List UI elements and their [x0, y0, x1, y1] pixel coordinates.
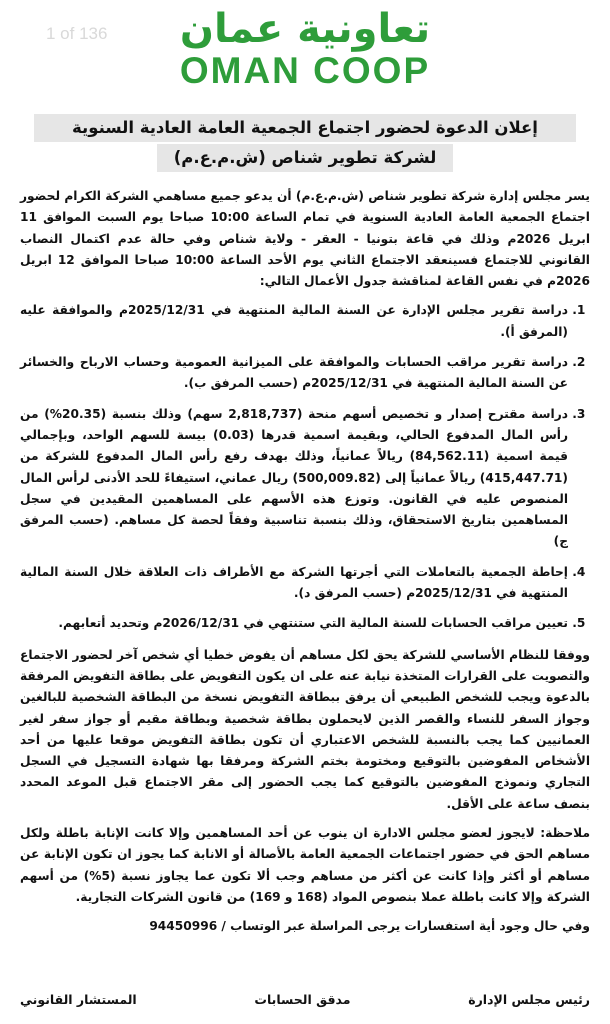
agenda-item: 2. دراسة تقرير مراقب الحسابات والموافقة على الميزانية العمومية وحساب الارباح والخسائر عن السنة المالية المنتهية في 2025/12/31م (حسب المرفق ب).	[20, 352, 568, 395]
announcement-body	[20, 186, 590, 946]
note-paragraph: ملاحظة: لايجوز لعضو مجلس الادارة ان ينوب عن أحد المساهمين وإلا كانت الإنابة باطلة ولكل مساهم الحق في حضور اجتماعات الجمعية العامة بالأصالة أو الانابة كما يجوز ان تكون الإنابة عن مساهم أو أكثر وإذا كانت عن أكثر من مساهم وجب ألا تكون عما يجاوز نسبة (5%) من أسهم الشركة وإلا كانت باطلة عملا بنصوص المواد (168 و 169) من قانون الشركات التجارية.	[20, 826, 591, 904]
agenda-item: 3. دراسة مقترح إصدار و تخصيص أسهم منحة (2,818,737 سهم) وذلك بنسبة (20.35%) من رأس المال المدفوع الحالي، وبقيمة اسمية قدرها (0.03) بيسة للسهم الواحد، وبإجمالي قيمة اسمية (84,562.11) ريالاً عمانياً، وذلك بهدف رفع رأس المال المدفوع للشركة من (415,447.71) ريالاً عمانياً إلى (500,009.82) ريال عماني، استيفاءً للحد الأدنى لرأس المال المنصوص عليه في القانون. وتوزع هذه الأسهم على المساهمين المقيدين في سجل المساهمين بتاريخ الاستحقاق، وذلك بنسبة تناسبية وفقاً لحصة كل مساهم. (حسب المرفق ج)	[20, 404, 568, 553]
oman-coop-logo	[0, 6, 610, 90]
agenda-list	[20, 300, 590, 634]
agenda-item: 4. إحاطة الجمعية بالتعاملات التي أجرتها الشركة مع الأطراف ذات العلاقة خلال السنة المالية المنتهية في 2025/12/31م (حسب المرفق د).	[20, 562, 568, 605]
signature-legal-advisor: المستشار القانوني	[20, 992, 137, 1007]
logo-english-label: OMAN COOP	[179, 50, 431, 91]
logo-arabic-text: تعاونية عمان	[179, 6, 431, 52]
signature-chairman: رئيس مجلس الإدارة	[468, 992, 590, 1007]
proxy-paragraph: ووفقا للنظام الأساسي للشركة يحق لكل مساهم أن يفوض خطيا أي شخص آخر لحضور الاجتماع والتصويت على القرارات المتخذة نيابة عنه على ان يكون التفويض على بطاقة التفويض المرفقة بالدعوة ويجب للشخص الطبيعي أن يرفق ببطاقة التفويض نسخة من البطاقة الشخصية للبالغين وجواز السفر للنساء والقصر الذين لايحملون بطاقة شخصية وبطاقة مقيم أو جواز سفر لغير العمانيين كما يجب بالنسبة للشخص الاعتباري أن تكون بطاقة التفويض موقعا عليها من أحد الأشخاص المفوضين بالتوقيع ومختومة بختم الشركة ومرفقا بها شهادة التسجيل في السجل التجاري ونموذج المفوضين بالتوقيع كما يجب الحضور إلى مقر الاجتماع قبل الموعد المحدد بنصف ساعة على الأقل.	[20, 647, 590, 811]
agenda-item: 5. تعيين مراقب الحسابات للسنة المالية التي ستنتهي في 2026/12/31م وتحديد أتعابهم.	[20, 613, 568, 634]
logo-english-text	[0, 52, 610, 90]
page-counter: 1 of 136	[46, 24, 108, 43]
agenda-item: 1. دراسة تقرير مجلس الإدارة عن السنة المالية المنتهية في 2025/12/31م والموافقة عليه (المرفق أ).	[20, 300, 568, 343]
signature-auditor: مدقق الحسابات	[254, 992, 351, 1007]
intro-paragraph: يسر مجلس إدارة شركة تطوير شناص (ش.م.ع.م) أن يدعو جميع مساهمي الشركة الكرام لحضور اجتماع الجمعية العامة العادية السنوية في تمام الساعة 10:00 صباحا يوم السبت الموافق 11 ابريل 2026م وذلك في قاعة بتونيا - العقر - ولاية شناص وفي حالة عدم اكتمال النصاب القانوني للاجتماع فسينعقد الاجتماع الثاني يوم الأحد الساعة 10:00 صباحا الموافق 12 ابريل 2026م في نفس القاعة لمناقشة جدول الأعمال التالي:	[20, 189, 590, 289]
signature-row	[20, 992, 590, 1007]
title-line-1: إعلان الدعوة لحضور اجتماع الجمعية العامة العادية السنوية	[34, 114, 576, 142]
title-line-2: لشركة تطوير شناص (ش.م.ع.م)	[157, 144, 453, 172]
contact-line: وفي حال وجود أية استفسارات يرجى المراسلة عبر الوتساب / 94450996	[149, 919, 590, 934]
